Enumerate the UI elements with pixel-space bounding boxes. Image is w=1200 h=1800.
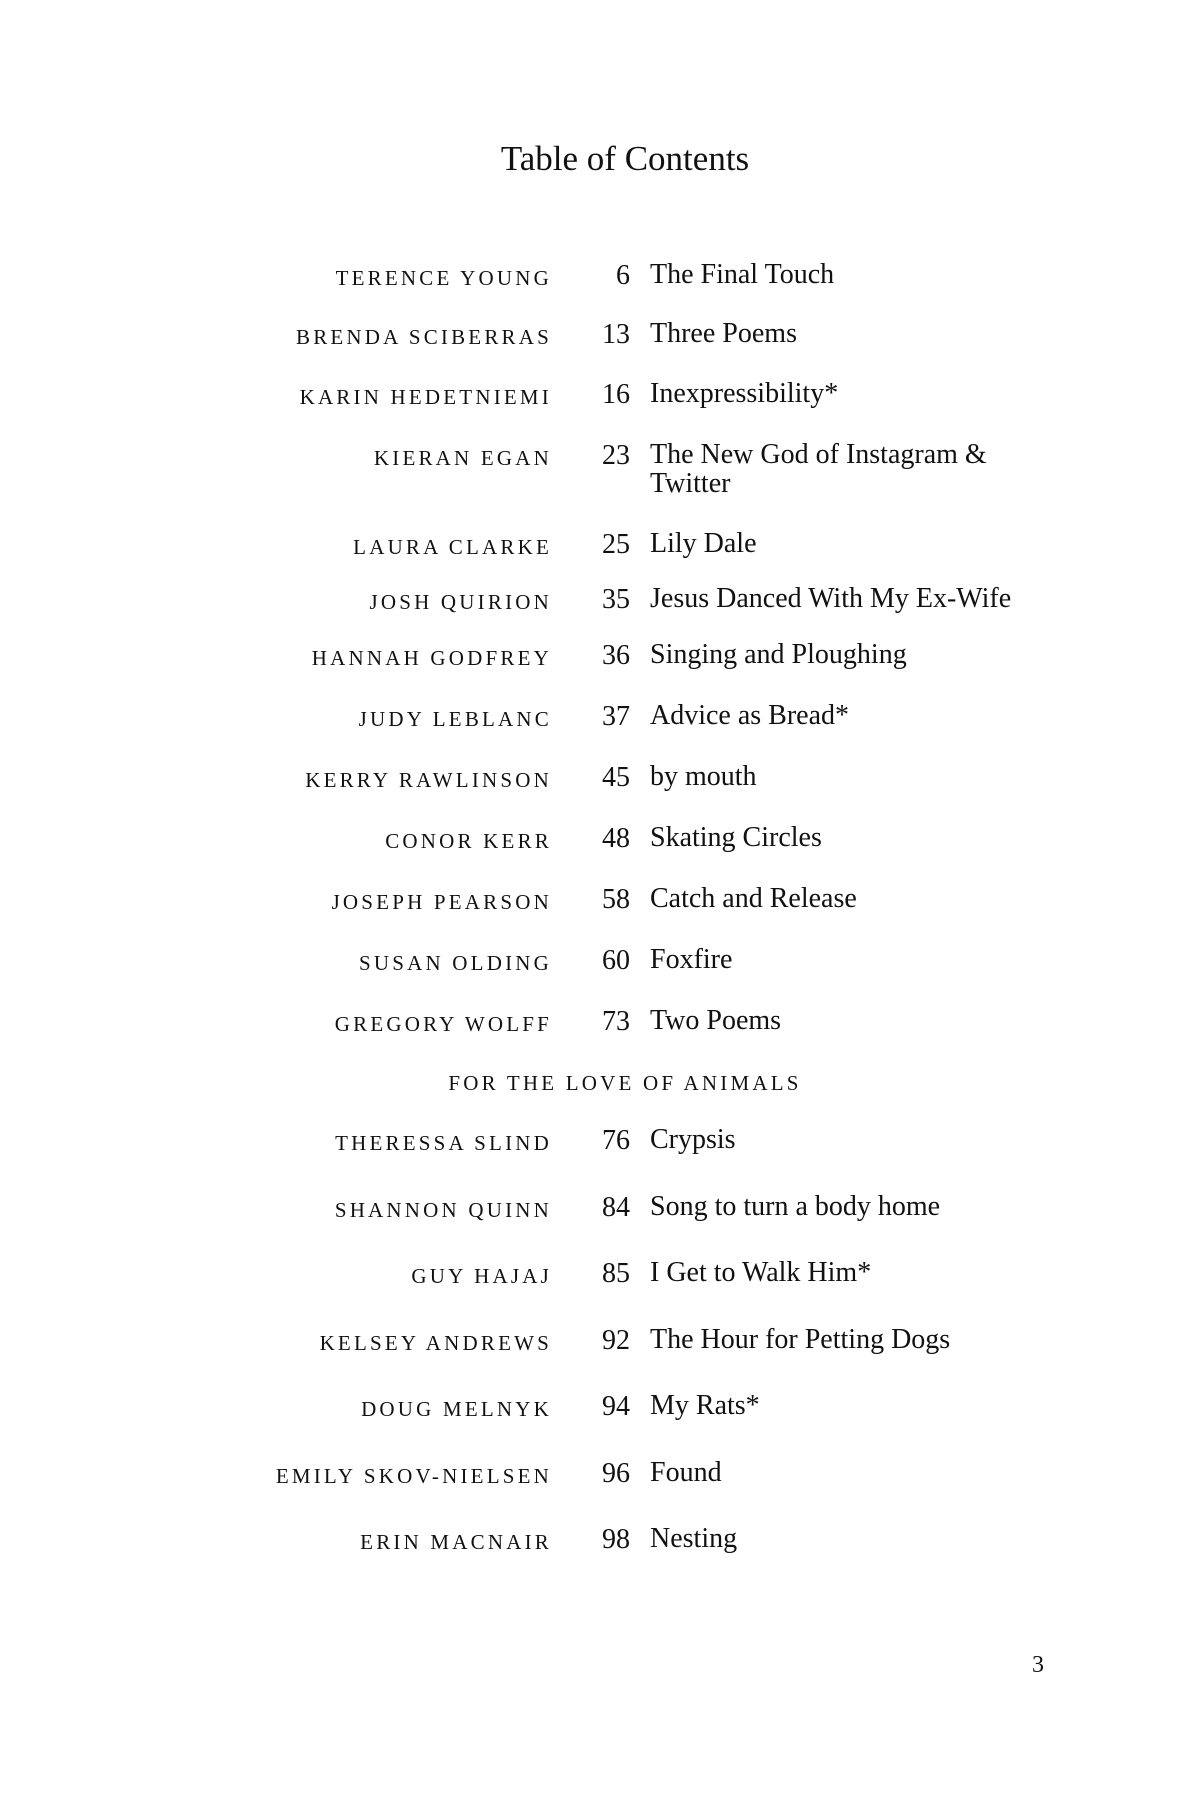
toc-entry (0, 640, 1200, 680)
toc-work-title: Skating Circles (650, 822, 822, 853)
toc-page-number: 96 (602, 1458, 630, 1489)
page-number: 3 (1032, 1652, 1044, 1678)
toc-work-title: Lily Dale (650, 528, 757, 559)
toc-author: JUDY LEBLANC (358, 707, 552, 731)
toc-entry (0, 884, 1200, 924)
toc-author: GREGORY WOLFF (334, 1012, 552, 1036)
toc-entry (0, 1325, 1200, 1365)
toc-author: KERRY RAWLINSON (305, 768, 552, 792)
toc-work-title: Foxfire (650, 944, 733, 975)
toc-entry (0, 1258, 1200, 1298)
toc-author: HANNAH GODFREY (311, 646, 552, 670)
toc-author: KELSEY ANDREWS (319, 1331, 552, 1355)
toc-entry (0, 319, 1200, 359)
toc-page-number: 25 (602, 529, 630, 560)
toc-work-title: Singing and Ploughing (650, 639, 907, 670)
toc-work-title: by mouth (650, 761, 757, 792)
toc-entry (0, 529, 1200, 569)
toc-entry (0, 823, 1200, 863)
toc-author: SUSAN OLDING (359, 951, 552, 975)
toc-work-title: Three Poems (650, 318, 797, 349)
toc-page-number: 92 (602, 1325, 630, 1356)
toc-work-title: Crypsis (650, 1124, 736, 1155)
toc-page-number: 48 (602, 823, 630, 854)
toc-author: KIERAN EGAN (373, 446, 552, 470)
toc-entry (0, 1458, 1200, 1498)
toc-author: KARIN HEDETNIEMI (299, 385, 552, 409)
toc-page-number: 76 (602, 1125, 630, 1156)
toc-entry (0, 762, 1200, 802)
toc-author: BRENDA SCIBERRAS (295, 325, 552, 349)
toc-page-number: 85 (602, 1258, 630, 1289)
toc-page-number: 98 (602, 1524, 630, 1555)
toc-page-number: 37 (602, 701, 630, 732)
toc-work-title: Nesting (650, 1523, 738, 1554)
toc-page-number: 45 (602, 762, 630, 793)
toc-entry (0, 945, 1200, 985)
toc-work-title: Two Poems (650, 1005, 782, 1036)
toc-work-title: Inexpressibility* (650, 378, 839, 409)
toc-page-number: 36 (602, 640, 630, 671)
toc-work-title: My Rats* (650, 1390, 760, 1421)
toc-page-number: 35 (602, 584, 630, 615)
toc-author: JOSEPH PEARSON (331, 890, 552, 914)
toc-author: ERIN MACNAIR (360, 1530, 552, 1554)
toc-entry (0, 1524, 1200, 1564)
section-heading: FOR THE LOVE OF ANIMALS (448, 1071, 802, 1095)
toc-work-title: I Get to Walk Him* (650, 1257, 872, 1288)
toc-entry (0, 1006, 1200, 1046)
toc-page-number: 13 (602, 319, 630, 350)
toc-author: THERESSA SLIND (335, 1131, 552, 1155)
toc-author: DOUG MELNYK (361, 1397, 552, 1421)
toc-entry (0, 379, 1200, 419)
toc-page-number: 23 (602, 440, 630, 471)
toc-author: SHANNON QUINN (334, 1198, 552, 1222)
toc-work-title: Jesus Danced With My Ex-Wife (650, 583, 1012, 614)
toc-page-number: 16 (602, 379, 630, 410)
toc-author: TERENCE YOUNG (335, 266, 552, 290)
toc-work-title: The Final Touch (650, 259, 835, 290)
toc-work-title: The New God of Instagram & Twitter (650, 439, 987, 499)
toc-entry (0, 439, 1200, 499)
toc-entry (0, 701, 1200, 741)
toc-work-title: Advice as Bread* (650, 700, 850, 731)
toc-page-number: 94 (602, 1391, 630, 1422)
toc-page-number: 84 (602, 1192, 630, 1223)
toc-author: JOSH QUIRION (369, 590, 552, 614)
toc-author: CONOR KERR (385, 829, 552, 853)
toc-page-number: 60 (602, 945, 630, 976)
toc-work-title: Found (650, 1457, 722, 1488)
toc-entry (0, 1125, 1200, 1165)
toc-work-title: Catch and Release (650, 883, 857, 914)
toc-author: GUY HAJAJ (411, 1264, 552, 1288)
toc-page-number: 73 (602, 1006, 630, 1037)
toc-entry (0, 584, 1200, 624)
toc-author: EMILY SKOV-NIELSEN (275, 1464, 552, 1488)
toc-entry (0, 1192, 1200, 1232)
toc-page-number: 6 (616, 260, 630, 291)
toc-entry (0, 1391, 1200, 1431)
page-title: Table of Contents (500, 139, 750, 178)
toc-work-title: Song to turn a body home (650, 1191, 941, 1222)
toc-work-title: The Hour for Petting Dogs (650, 1324, 951, 1355)
toc-author: LAURA CLARKE (353, 535, 552, 559)
toc-entry (0, 260, 1200, 300)
toc-page-number: 58 (602, 884, 630, 915)
